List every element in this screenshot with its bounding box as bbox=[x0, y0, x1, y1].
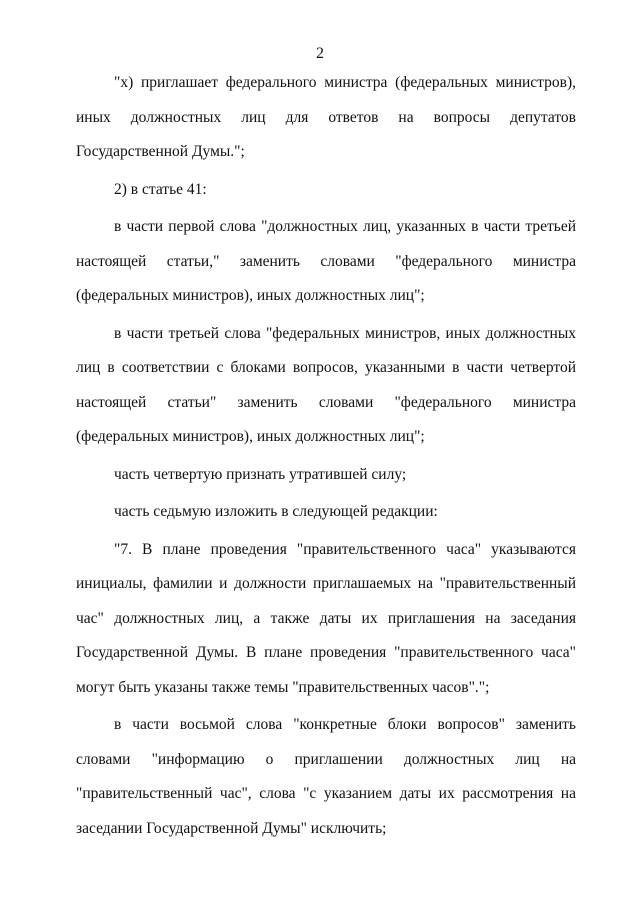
paragraph-article-41: 2) в статье 41: bbox=[114, 180, 207, 198]
paragraph-part-four: часть четвертую признать утратившей силу; bbox=[114, 465, 407, 483]
paragraph-part-one: в части первой слова "должностных лиц, указанных в части третьей настоящей статьи," заменить словами "федерального министра (федеральных министров), иных должностных лиц"; bbox=[76, 218, 576, 304]
paragraph-part-seven-text: "7. В плане проведения "правительственного часа" указываются инициалы, фамилии и должности приглашаемых на "правительственный час" должностных лиц, а также даты их приглашения на заседания Государственной Думы. В плане проведения "правительственного часа" могут быть указаны также темы "правительственных часов"."; bbox=[76, 540, 576, 696]
page-number: 2 bbox=[316, 45, 324, 62]
paragraph-part-eight: в части восьмой слова "конкретные блоки вопросов" заменить словами "информацию о приглашении должностных лиц на "правительственный час", слова "с указанием даты их рассмотрения на заседании Государственной Думы" исключить; bbox=[76, 716, 576, 837]
paragraph-item-x: "х) приглашает федерального министра (федеральных министров), иных должностных лиц для ответов на вопросы депутатов Государственной Думы."; bbox=[76, 74, 576, 160]
paragraph-part-three: в части третьей слова "федеральных министров, иных должностных лиц в соответствии с блоками вопросов, указанными в части четвертой настоящей статьи" заменить словами "федерального министра (федеральных министров), иных должностных лиц"; bbox=[76, 324, 576, 445]
paragraph-part-seven-intro: часть седьмую изложить в следующей редакции: bbox=[114, 503, 438, 520]
document-body bbox=[76, 66, 576, 849]
